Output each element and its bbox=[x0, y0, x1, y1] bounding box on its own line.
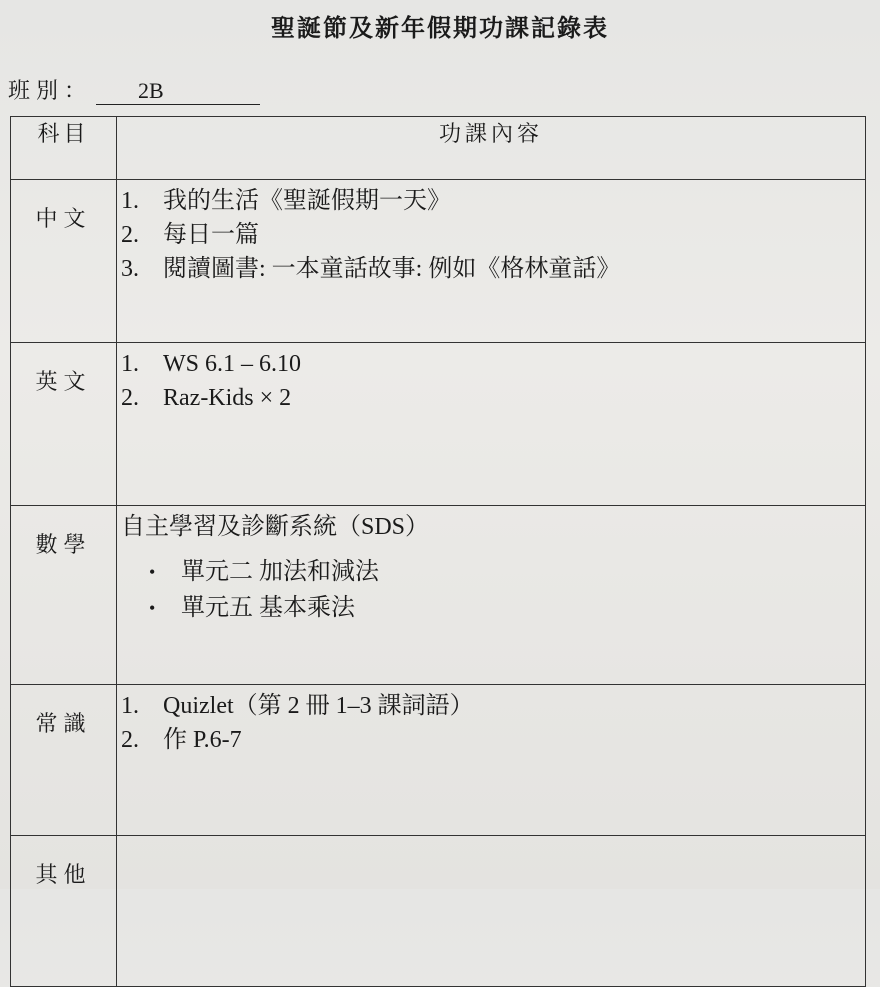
content-chinese bbox=[117, 180, 866, 343]
subject-english: 英文 bbox=[11, 343, 117, 506]
item-text: 我的生活《聖誕假期一天》 bbox=[163, 188, 451, 214]
item-text: 每日一篇 bbox=[163, 222, 259, 248]
page-title: 聖誕節及新年假期功課記錄表 bbox=[271, 13, 609, 42]
content-english bbox=[117, 343, 866, 506]
table-row-other bbox=[11, 836, 866, 987]
homework-table bbox=[10, 116, 866, 987]
bullet-item bbox=[149, 590, 865, 626]
item-text: Raz-Kids × 2 bbox=[163, 385, 292, 411]
list-item bbox=[121, 347, 865, 381]
list-item bbox=[121, 723, 865, 757]
bullet-text: 單元五 基本乘法 bbox=[181, 595, 355, 621]
list-item bbox=[121, 218, 865, 252]
item-number: 1. bbox=[121, 693, 139, 719]
bullet-icon: • bbox=[149, 562, 156, 582]
bullet-item bbox=[149, 554, 865, 590]
bullet-icon: • bbox=[149, 598, 156, 618]
item-number: 2. bbox=[121, 727, 139, 753]
list-item bbox=[121, 381, 865, 415]
subject-other: 其他 bbox=[11, 836, 117, 987]
bullet-text: 單元二 加法和減法 bbox=[181, 559, 379, 585]
item-text: 作 P.6-7 bbox=[163, 727, 242, 753]
list-item bbox=[121, 184, 865, 218]
class-label: 班別： bbox=[8, 79, 93, 104]
item-number: 2. bbox=[121, 222, 139, 248]
header-content: 功課內容 bbox=[117, 117, 866, 180]
header-subject: 科目 bbox=[11, 117, 117, 180]
table-row-english bbox=[11, 343, 866, 506]
list-item bbox=[121, 252, 865, 286]
item-text: 閱讀圖書: 一本童話故事: 例如《格林童話》 bbox=[163, 256, 621, 282]
class-field bbox=[8, 74, 260, 105]
table-row-general-studies bbox=[11, 685, 866, 836]
item-number: 3. bbox=[121, 256, 139, 282]
header-row bbox=[11, 117, 866, 180]
list-item bbox=[121, 689, 865, 723]
content-math bbox=[117, 506, 866, 685]
item-number: 2. bbox=[121, 385, 139, 411]
item-text: WS 6.1 – 6.10 bbox=[163, 351, 301, 377]
item-number: 1. bbox=[121, 351, 139, 377]
subject-math: 數學 bbox=[11, 506, 117, 685]
class-value: 2B bbox=[96, 78, 260, 105]
math-intro: 自主學習及診斷系統（SDS） bbox=[121, 514, 430, 540]
subject-chinese: 中文 bbox=[11, 180, 117, 343]
item-text: Quizlet（第 2 冊 1–3 課詞語） bbox=[163, 693, 474, 719]
table-row-math bbox=[11, 506, 866, 685]
item-number: 1. bbox=[121, 188, 139, 214]
content-general-studies bbox=[117, 685, 866, 836]
table-row-chinese bbox=[11, 180, 866, 343]
content-other bbox=[117, 836, 866, 987]
subject-general-studies: 常識 bbox=[11, 685, 117, 836]
